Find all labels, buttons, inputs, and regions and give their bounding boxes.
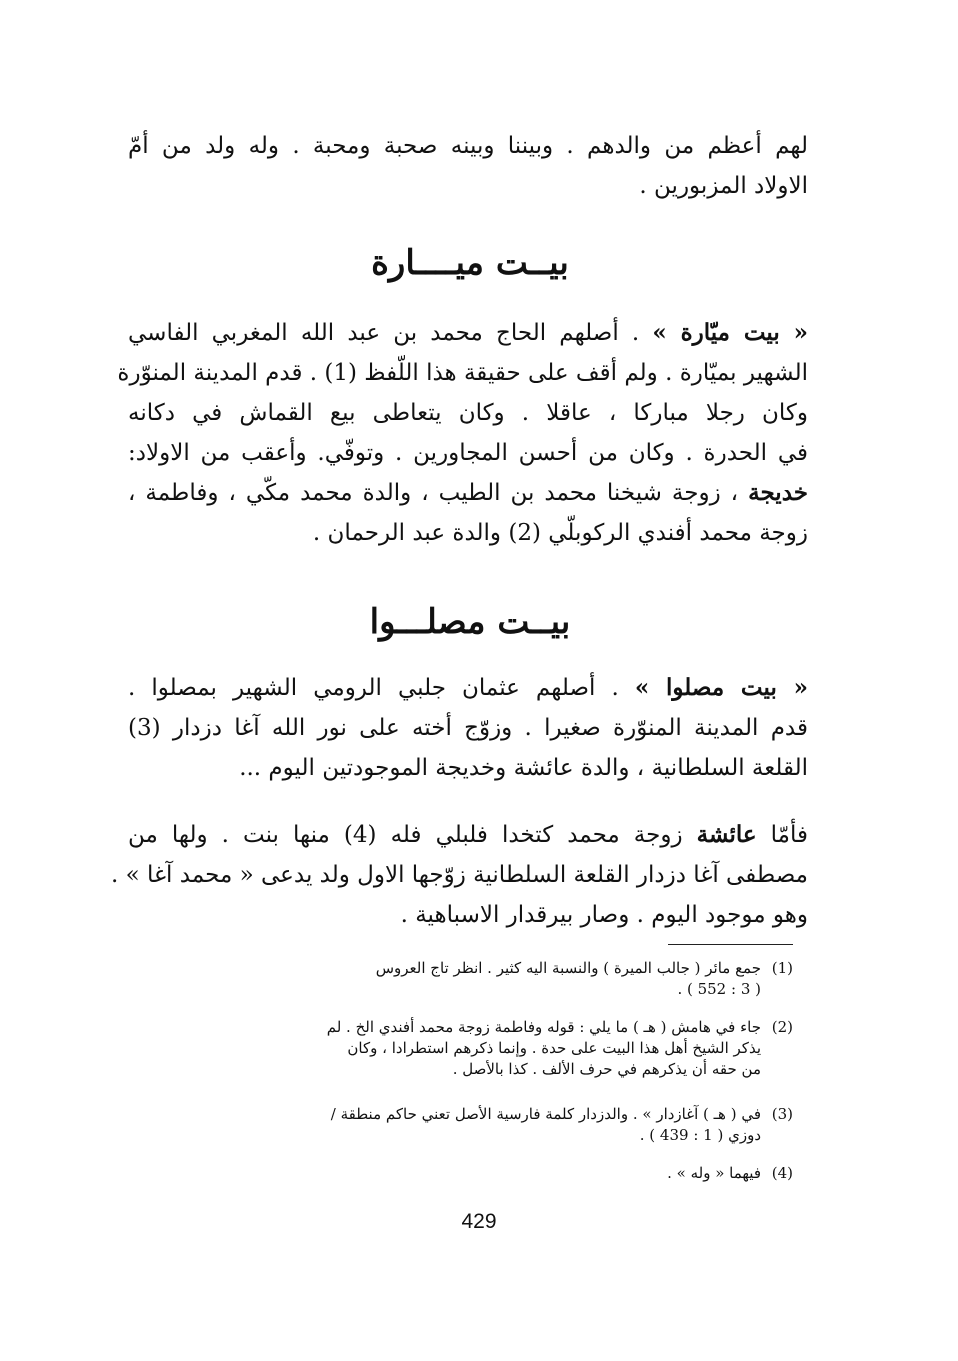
text-line — [128, 748, 808, 788]
text-line — [128, 815, 808, 855]
footnote-2 — [153, 1017, 793, 1080]
text-run: قدم المدينة المنوّرة صغيرا . وزوّج أخته على نور الله آغا دزدار (3) — [128, 715, 808, 741]
section-musluwa-paragraph-2 — [111, 815, 808, 935]
bold-term: عائشة — [696, 821, 757, 848]
section-mayyara-paragraph — [117, 313, 809, 553]
page-number: 429 — [461, 1210, 497, 1233]
text-line — [117, 353, 808, 393]
bold-term: « بيت ميّارة » — [652, 319, 809, 346]
footnote-line: في ( هـ ) آغازدار » . والدزدار كلمة فارسية الأصل تعني حاكم منطقة / — [330, 1105, 761, 1123]
intro-paragraph — [128, 126, 808, 206]
section-musluwa-paragraph — [128, 668, 808, 788]
text-line — [128, 313, 808, 353]
text-line — [128, 513, 808, 553]
text-run: مصطفى آغا دزدار القلعة السلطانية زوّجها الاول ولد يدعى « محمد آغا » . — [111, 862, 808, 888]
text-line — [128, 668, 808, 708]
footnote-line: ( 3 : 552 ) . — [677, 980, 761, 998]
bold-term: خديجة — [748, 479, 808, 506]
text-line — [128, 895, 808, 935]
footnote-line: دوزي ( 1 : 439 ) . — [639, 1126, 761, 1144]
text-run: . أصلهم الحاج محمد بن عبد الله المغربي الفاسي — [128, 320, 653, 346]
footnote-line: من حقه أن يذكرهم في حرف الألف . كذا بالأصل . — [452, 1060, 761, 1078]
text-run: القلعة السلطانية ، والدة عائشة وخديجة الموجودتين اليوم ... — [239, 755, 808, 781]
footnote-divider — [668, 944, 793, 945]
text-run: وهو موجود اليوم . وصار بيرقدار الاسباهية . — [400, 902, 808, 928]
footnote-1 — [153, 958, 793, 1000]
footnote-line: فيهما « وله » . — [667, 1164, 761, 1182]
text-line — [128, 708, 808, 748]
text-run: الشهير بميّارة . ولم أقف على حقيقة هذا اللّفظ (1) . قدم المدينة المنوّرة — [117, 360, 808, 386]
footnote-line: يذكر الشيخ أهل هذا البيت على حدة . وإنما ذكرهم استطرادا ، وكان — [347, 1039, 761, 1057]
text-run: ، زوجة شيخنا محمد بن الطيب ، والدة محمد مكّي ، وفاطمة ، — [128, 480, 749, 506]
text-run: فأمّا — [756, 822, 808, 848]
footnote-number: (2) — [771, 1018, 793, 1036]
text-line — [128, 433, 808, 473]
text-line — [128, 393, 808, 433]
footnote-4 — [153, 1163, 793, 1184]
text-line: الاولاد المزبورين . — [639, 173, 808, 199]
footnote-line: جاء في هامش ( هـ ) ما يلي : قوله وفاطمة زوجة محمد أفندي الخ . لم — [326, 1018, 761, 1036]
footnote-3 — [153, 1104, 793, 1146]
footnote-line: جمع مائر ( جالب الميرة ) والنسبة اليه كثير . انظر تاج العروس — [375, 959, 761, 977]
section-heading-musluwa: بيــت مصلـــوا — [369, 602, 571, 642]
text-line — [128, 473, 808, 513]
text-run: . أصلهم عثمان جلبي الرومي الشهير بمصلوا . — [128, 675, 635, 701]
footnote-number: (4) — [771, 1164, 793, 1182]
text-line — [111, 855, 808, 895]
text-line: لهم أعظم من والدهم . وبيننا وبينه صحبة ومحبة . وله ولد من أمّ — [128, 133, 808, 159]
bold-term: « بيت مصلوا » — [634, 674, 808, 701]
footnote-number: (3) — [771, 1105, 793, 1123]
text-run: زوجة محمد كتخدا فلبلي فله (4) منها بنت . ولها من — [128, 822, 697, 848]
text-run: في الحدرة . وكان من أحسن المجاورين . وتوفّي. وأعقب من الاولاد: — [128, 440, 808, 466]
text-run: وكان رجلا مباركا ، عاقلا . وكان يتعاطى بيع القماش في دكانه — [128, 400, 808, 426]
footnote-number: (1) — [771, 959, 793, 977]
section-heading-mayyara: بيــت ميــــارة — [371, 243, 569, 283]
text-run: زوجة محمد أفندي الركوبلّي (2) والدة عبد الرحمان . — [312, 520, 808, 546]
